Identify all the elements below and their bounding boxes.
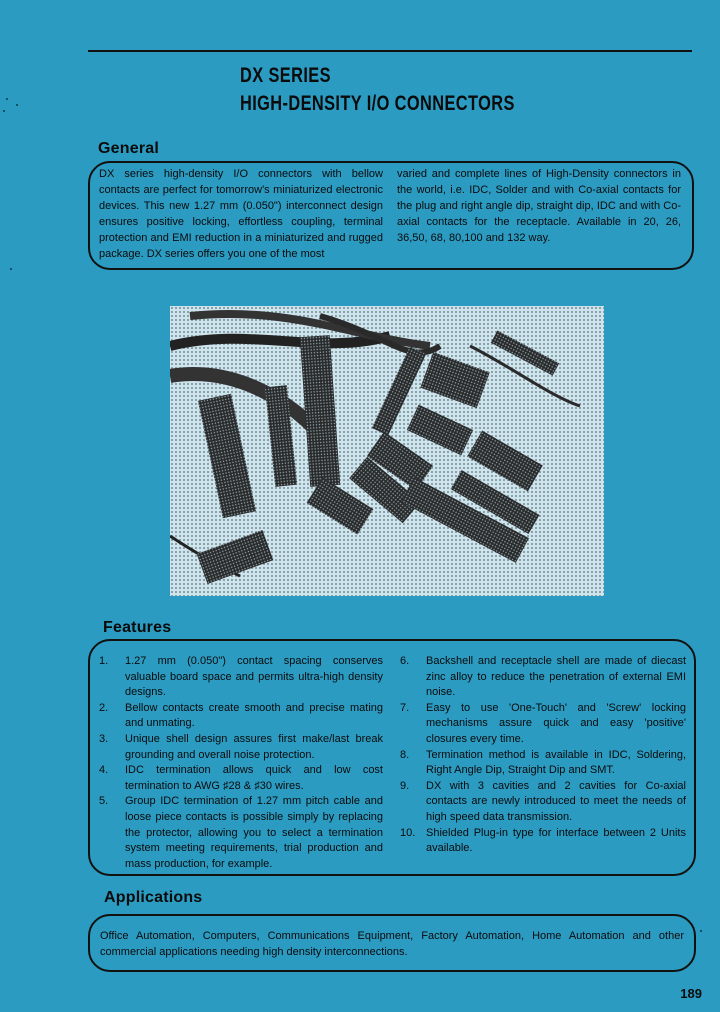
feature-text: Bellow contacts create smooth and precise mating and unmating. — [125, 701, 383, 730]
feature-text: Termination method is available in IDC, Soldering, Right Angle Dip, Straight Dip and SMT. — [426, 748, 686, 777]
feature-item — [99, 763, 383, 794]
top-rule — [88, 50, 692, 52]
feature-item — [400, 779, 686, 826]
feature-number: 2. — [99, 701, 109, 714]
applications-heading: Applications — [104, 889, 203, 906]
feature-number: 9. — [400, 779, 410, 792]
applications-text: Office Automation, Computers, Communications Equipment, Factory Automation, Home Automation and other commercial applications needing high density interconnections. — [100, 930, 684, 958]
feature-item — [400, 748, 686, 779]
feature-item — [99, 654, 383, 701]
feature-text: IDC termination allows quick and low cost termination to AWG ♯28 & ♯30 wires. — [125, 764, 383, 792]
scan-speck — [3, 110, 5, 112]
feature-number: 7. — [400, 701, 410, 714]
feature-item — [99, 701, 383, 732]
feature-number: 10. — [400, 826, 416, 839]
feature-item — [99, 732, 383, 763]
feature-number: 8. — [400, 748, 410, 761]
features-list-right — [400, 654, 686, 857]
scan-speck — [10, 268, 12, 270]
feature-text: Easy to use 'One-Touch' and 'Screw' locking mechanisms assure quick and easy 'positive' closures every time. — [426, 701, 686, 745]
feature-text: 1.27 mm (0.050") contact spacing conserves valuable board space and permits ultra-high density designs. — [125, 655, 383, 699]
feature-text: DX with 3 cavities and 2 cavities for Co-axial contacts are newly introduced to meet the needs of high speed data transmission. — [426, 779, 686, 823]
feature-number: 6. — [400, 655, 410, 667]
title-line-2: HIGH-DENSITY I/O CONNECTORS — [240, 92, 515, 115]
feature-item — [400, 654, 686, 701]
feature-text: Unique shell design assures first make/last break grounding and overall noise protection. — [125, 732, 383, 761]
page-number: 189 — [680, 986, 702, 1001]
scan-speck — [700, 930, 702, 932]
feature-text: Shielded Plug-in type for interface between 2 Units available. — [426, 826, 686, 855]
features-list-left — [99, 654, 383, 872]
feature-number: 1. — [99, 655, 109, 667]
feature-item — [400, 826, 686, 857]
feature-number: 4. — [99, 764, 109, 777]
feature-item — [400, 701, 686, 748]
features-heading: Features — [103, 619, 172, 636]
general-text-col2: varied and complete lines of High-Density connectors in the world, i.e. IDC, Solder and with Co-axial contacts for the plug and right angle dip, straight dip, IDC and with Co-axial contacts for the receptacle. Available in 20, 26, 36,50, 68, 80,100 and 132 way. — [397, 168, 681, 244]
feature-item — [99, 794, 383, 872]
scan-speck — [16, 104, 18, 106]
page-title — [240, 62, 515, 118]
feature-text: Group IDC termination of 1.27 mm pitch cable and loose piece contacts is possible simply by replacing the protector, allowing you to select a termination system meeting requirements, trial production and mass production, for example. — [125, 795, 383, 870]
connectors-product-photo — [170, 306, 604, 596]
feature-text: Backshell and receptacle shell are made of diecast zinc alloy to reduce the penetration of external EMI noise. — [426, 655, 686, 699]
title-line-1: DX SERIES — [240, 64, 331, 87]
general-text-col1: DX series high-density I/O connectors with bellow contacts are perfect for tomorrow's miniaturized electronic devices. This new 1.27 mm (0.050") interconnect design ensures positive locking, effortless coupling, terminal protection and EMI reduction in a miniaturized and rugged package. DX series offers you one of the most — [99, 168, 383, 260]
scan-speck — [6, 98, 8, 100]
feature-number: 5. — [99, 795, 109, 808]
general-heading: General — [98, 140, 159, 157]
feature-number: 3. — [99, 732, 109, 745]
